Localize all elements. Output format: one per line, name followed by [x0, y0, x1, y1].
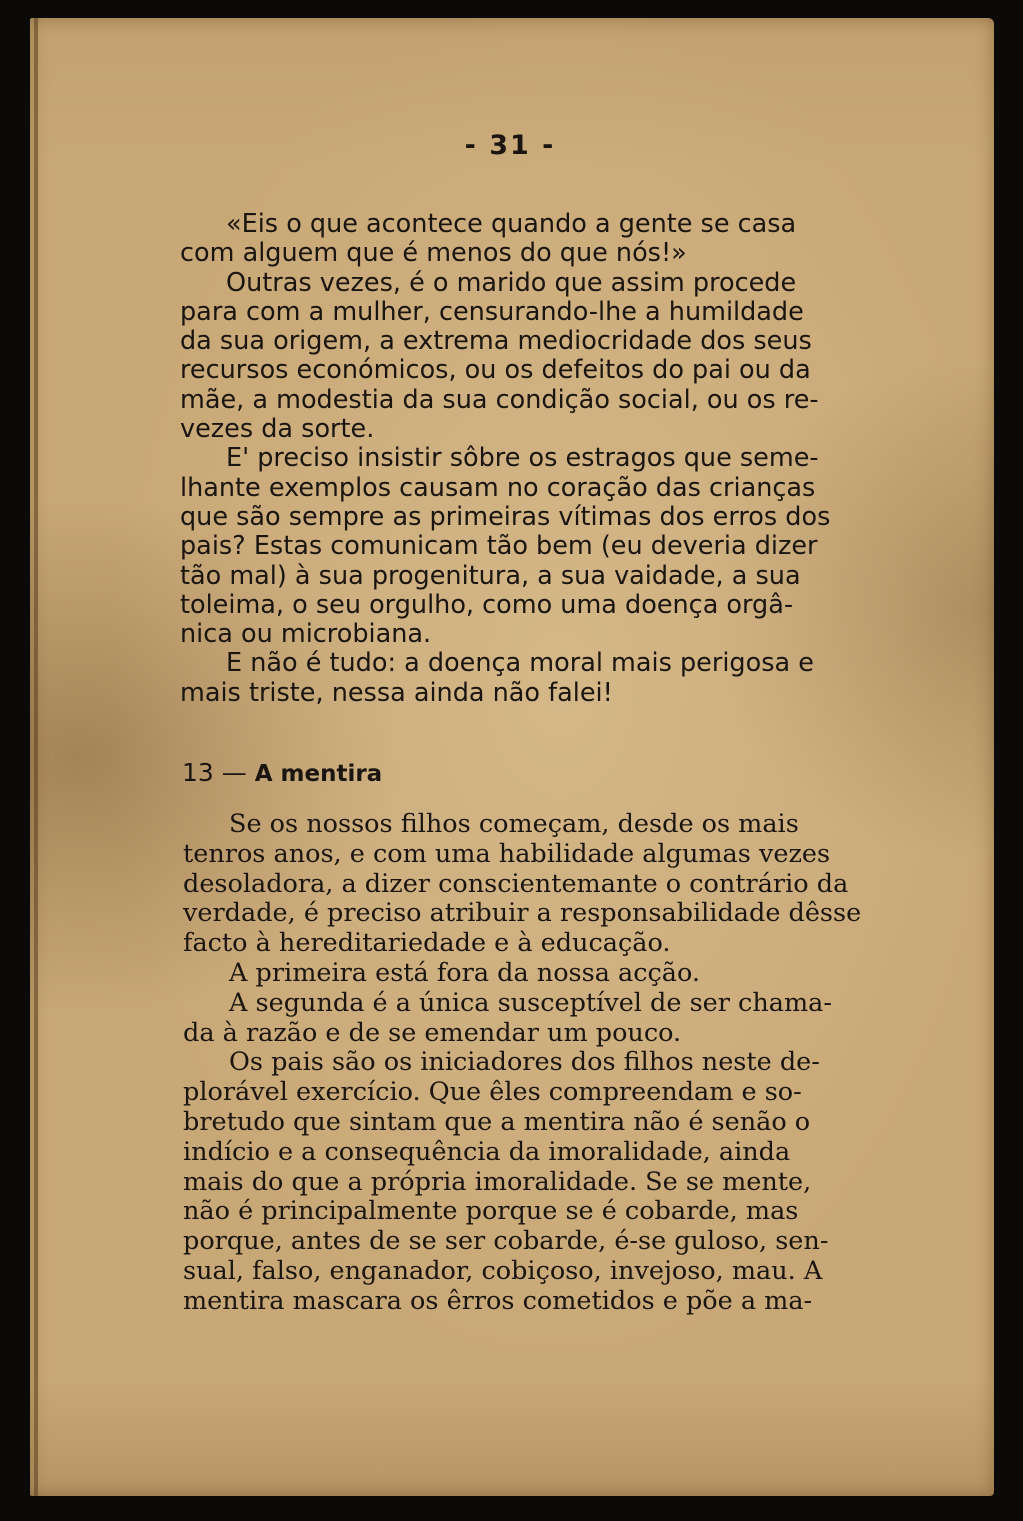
text-line: toleima, o seu orgulho, como uma doença orgâ- [180, 589, 794, 620]
text-line: E' preciso insistir sôbre os estragos que seme- [226, 443, 819, 474]
text-line: com alguem que é menos do que nós!» [180, 238, 687, 269]
text-line: porque, antes de se ser cobarde, é-se guloso, sen- [183, 1226, 829, 1257]
text-line: desoladora, a dizer conscientemante o contrário da [183, 868, 849, 899]
text-section-1 [180, 210, 844, 708]
section-heading [182, 758, 382, 787]
text-line: verdade, é preciso atribuir a responsabilidade dêsse [183, 898, 862, 929]
text-line: Se os nossos filhos começam, desde os mais [229, 809, 799, 839]
text-line: tão mal) à sua progenitura, a sua vaidade, a sua [180, 560, 801, 591]
text-line: A segunda é a única susceptível de ser chama- [229, 987, 832, 1018]
text-line: mais triste, nessa ainda não falei! [180, 677, 613, 708]
text-line: plorável exercício. Que êles compreendam e so- [183, 1077, 802, 1108]
text-line: vezes da sorte. [180, 414, 375, 445]
text-line: que são sempre as primeiras vítimas dos erros dos [180, 501, 831, 532]
text-line: sual, falso, enganador, cobiçoso, invejoso, mau. A [183, 1255, 823, 1286]
text-line: pais? Estas comunicam tão bem (eu deveria dizer [180, 531, 818, 562]
text-section-2 [183, 809, 862, 1317]
text-line: indício e a consequência da imoralidade, ainda [183, 1136, 791, 1167]
page-number: - 31 - [464, 130, 556, 161]
text-line: facto à hereditariedade e à educação. [183, 928, 671, 959]
text-line: Outras vezes, é o marido que assim procede [226, 267, 797, 298]
section-number: 13 — [182, 758, 255, 787]
text-line: lhante exemplos causam no coração das crianças [180, 472, 816, 503]
text-line: «Eis o que acontece quando a gente se casa [226, 209, 797, 239]
text-line: tenros anos, e com uma habilidade algumas vezes [183, 838, 831, 869]
text-line: nica ou microbiana. [180, 619, 432, 650]
text-line: mais do que a própria imoralidade. Se se mente, [183, 1166, 812, 1197]
text-line: recursos económicos, ou os defeitos do pai ou da [180, 355, 811, 386]
text-line: não é principalmente porque se é cobarde, mas [183, 1196, 799, 1227]
text-line: A primeira está fora da nossa acção. [229, 957, 701, 988]
text-line: Os pais são os iniciadores dos filhos neste de- [229, 1047, 820, 1078]
text-line: mãe, a modestia da sua condição social, ou os re- [180, 384, 819, 415]
text-line: bretudo que sintam que a mentira não é senão o [183, 1106, 811, 1137]
text-line: mentira mascara os êrros cometidos e põe a ma- [183, 1285, 813, 1316]
text-line: da à razão e de se emendar um pouco. [183, 1017, 682, 1048]
text-line: E não é tudo: a doença moral mais perigosa e [226, 648, 814, 679]
section-title: A mentira [254, 761, 383, 787]
text-line: para com a mulher, censurando-lhe a humildade [180, 296, 804, 327]
page-binding-edge [34, 18, 38, 1496]
text-line: da sua origem, a extrema mediocridade dos seus [180, 326, 812, 357]
